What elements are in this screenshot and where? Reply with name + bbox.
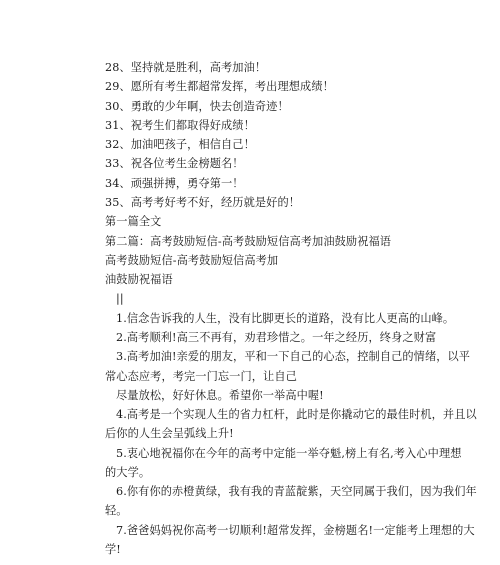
list-item: 29、愿所有考生都超常发挥，考出理想成绩！ xyxy=(105,80,334,94)
paragraph-line: 2.高考顺利!高三不再有，劝君珍惜之。一年之经历，终身之财富 xyxy=(116,330,437,344)
list-item: 35、高考考好考不好，经历就是好的！ xyxy=(105,196,301,209)
paragraph-line: 的大学。 xyxy=(105,465,151,479)
second-article-heading: 第二篇：高考鼓励短信-高考鼓励短信高考加油鼓励祝福语 xyxy=(105,234,392,248)
paragraph-line: 4.高考是一个实现人生的省力杠杆，此时是你撬动它的最佳时机，并且以 xyxy=(116,408,477,421)
paragraph-line: 6.你有你的赤橙黄绿，我有我的青蓝靛紫，天空同属于我们，因为我们年 xyxy=(116,485,477,499)
paragraph-line: 尽量放松，好好休息。希望你一举高中喔! xyxy=(116,388,324,402)
list-item: 32、加油吧孩子，相信自己！ xyxy=(105,138,255,152)
separator: || xyxy=(116,292,124,306)
list-item: 31、祝考生们都取得好成绩！ xyxy=(105,118,255,132)
paragraph-line: 学! xyxy=(105,543,121,556)
full-text-label: 第一篇全文 xyxy=(105,215,162,229)
list-item: 33、祝各位考生金榜题名！ xyxy=(105,157,244,171)
article-title-line-2: 油鼓励祝福语 xyxy=(105,273,173,287)
paragraph-line: 常心态应考，考完一门忘一门，让自己 xyxy=(105,369,297,383)
paragraph-line: 3.高考加油!亲爱的朋友，平和一下自己的心态，控制自己的情绪，以平 xyxy=(116,350,471,364)
list-item: 34、顽强拼搏，勇夺第一！ xyxy=(105,176,244,190)
paragraph-line: 轻。 xyxy=(105,504,128,518)
paragraph-line: 1.信念告诉我的人生，没有比脚更长的道路，没有比人更高的山峰。 xyxy=(116,311,455,325)
list-item: 28、坚持就是胜利，高考加油！ xyxy=(105,61,267,74)
list-item: 30、勇敢的少年啊，快去创造奇迹！ xyxy=(105,99,289,113)
article-title-line-1: 高考鼓励短信-高考鼓励短信高考加 xyxy=(105,253,279,267)
paragraph-line: 7.爸爸妈妈祝你高考一切顺利!超常发挥，金榜题名!一定能考上理想的大 xyxy=(116,523,475,537)
paragraph-line: 5.衷心地祝福你在今年的高考中定能一举夺魁,榜上有名,考入心中理想 xyxy=(116,446,462,460)
paragraph-line: 后你的人生会呈弧线上升! xyxy=(105,427,234,441)
